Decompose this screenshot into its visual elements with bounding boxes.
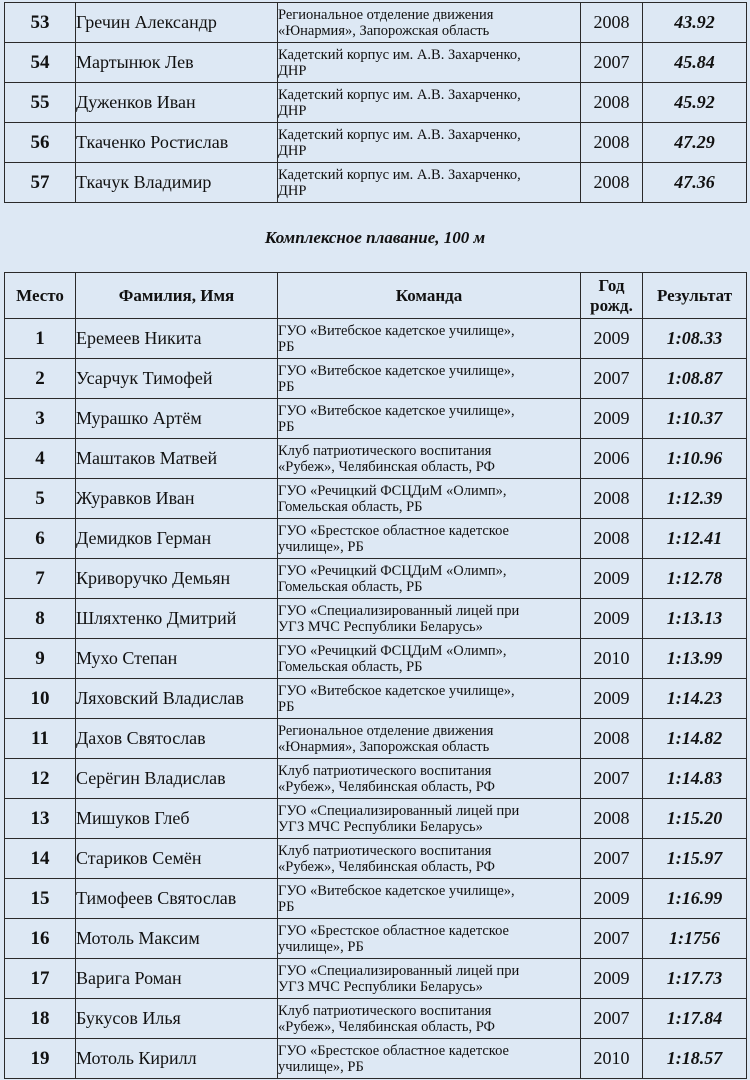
cell-team	[278, 959, 581, 999]
cell-birth-year: 2008	[581, 123, 643, 163]
results-table-previous-event	[4, 2, 747, 203]
team-line-1: Региональное отделение движения	[278, 722, 494, 739]
team-line-2: ДНР	[278, 182, 307, 199]
cell-place: 1	[5, 319, 76, 359]
cell-birth-year: 2009	[581, 319, 643, 359]
table-row	[5, 43, 747, 83]
cell-team	[278, 599, 581, 639]
table-row	[5, 559, 747, 599]
team-line-1: ГУО «Брестское областное кадетское	[278, 922, 509, 939]
table-row	[5, 399, 747, 439]
cell-birth-year: 2009	[581, 599, 643, 639]
cell-birth-year: 2008	[581, 83, 643, 123]
team-line-2: УГЗ МЧС Республики Беларусь»	[278, 618, 483, 635]
header-team: Команда	[278, 273, 581, 319]
cell-place: 16	[5, 919, 76, 959]
cell-place: 55	[5, 83, 76, 123]
cell-team	[278, 799, 581, 839]
cell-result: 1:10.37	[643, 399, 747, 439]
team-line-1: ГУО «Специализированный лицей при	[278, 602, 520, 619]
cell-team	[278, 759, 581, 799]
cell-name: Гречин Александр	[76, 3, 278, 43]
team-line-2: «Рубеж», Челябинская область, РФ	[278, 458, 496, 475]
cell-place: 5	[5, 479, 76, 519]
cell-birth-year: 2008	[581, 3, 643, 43]
team-line-1: Клуб патриотического воспитания	[278, 762, 492, 779]
cell-place: 18	[5, 999, 76, 1039]
team-line-2: РБ	[278, 698, 295, 715]
cell-name: Ткачук Владимир	[76, 163, 278, 203]
cell-result: 1:18.57	[643, 1039, 747, 1079]
table-row	[5, 83, 747, 123]
cell-team	[278, 399, 581, 439]
cell-birth-year: 2007	[581, 839, 643, 879]
team-line-1: ГУО «Витебское кадетское училище»,	[278, 682, 515, 699]
team-line-2: Гомельская область, РБ	[278, 658, 423, 675]
header-birth-year-line2: рожд.	[590, 295, 633, 315]
cell-result: 1:13.99	[643, 639, 747, 679]
table-row	[5, 759, 747, 799]
cell-birth-year: 2007	[581, 759, 643, 799]
team-line-2: ДНР	[278, 142, 307, 159]
header-birth-year-line1: Год	[598, 275, 625, 295]
team-line-2: РБ	[278, 338, 295, 355]
team-line-2: «Юнармия», Запорожская область	[278, 738, 490, 755]
cell-name: Шляхтенко Дмитрий	[76, 599, 278, 639]
cell-result: 1:10.96	[643, 439, 747, 479]
cell-birth-year: 2008	[581, 719, 643, 759]
cell-birth-year: 2007	[581, 999, 643, 1039]
cell-birth-year: 2009	[581, 679, 643, 719]
cell-name: Серёгин Владислав	[76, 759, 278, 799]
cell-result: 43.92	[643, 3, 747, 43]
cell-birth-year: 2006	[581, 439, 643, 479]
cell-result: 1:08.33	[643, 319, 747, 359]
team-line-1: Клуб патриотического воспитания	[278, 842, 492, 859]
team-line-2: Гомельская область, РБ	[278, 498, 423, 515]
cell-place: 57	[5, 163, 76, 203]
cell-name: Мурашко Артём	[76, 399, 278, 439]
cell-result: 1:15.97	[643, 839, 747, 879]
team-line-2: РБ	[278, 418, 295, 435]
cell-birth-year: 2009	[581, 559, 643, 599]
table-row	[5, 599, 747, 639]
cell-result: 1:17.73	[643, 959, 747, 999]
cell-place: 15	[5, 879, 76, 919]
cell-place: 17	[5, 959, 76, 999]
cell-birth-year: 2008	[581, 163, 643, 203]
cell-team	[278, 839, 581, 879]
team-line-1: Клуб патриотического воспитания	[278, 442, 492, 459]
table-row	[5, 679, 747, 719]
cell-birth-year: 2007	[581, 919, 643, 959]
cell-team	[278, 999, 581, 1039]
results-table-body	[5, 3, 747, 203]
cell-birth-year: 2008	[581, 519, 643, 559]
team-line-1: ГУО «Витебское кадетское училище»,	[278, 322, 515, 339]
header-place: Место	[5, 273, 76, 319]
cell-name: Мишуков Глеб	[76, 799, 278, 839]
cell-name: Мартынюк Лев	[76, 43, 278, 83]
team-line-2: УГЗ МЧС Республики Беларусь»	[278, 818, 483, 835]
cell-birth-year: 2009	[581, 879, 643, 919]
table-row	[5, 479, 747, 519]
cell-result: 1:15.20	[643, 799, 747, 839]
cell-team	[278, 519, 581, 559]
cell-result: 1:13.13	[643, 599, 747, 639]
cell-place: 14	[5, 839, 76, 879]
cell-place: 54	[5, 43, 76, 83]
cell-name: Варига Роман	[76, 959, 278, 999]
team-line-1: ГУО «Витебское кадетское училище»,	[278, 362, 515, 379]
team-line-2: ДНР	[278, 62, 307, 79]
cell-team	[278, 43, 581, 83]
team-line-1: Кадетский корпус им. А.В. Захарченко,	[278, 86, 521, 103]
cell-name: Мотоль Максим	[76, 919, 278, 959]
team-line-1: ГУО «Брестское областное кадетское	[278, 522, 509, 539]
cell-result: 1:14.23	[643, 679, 747, 719]
table-row	[5, 919, 747, 959]
team-line-1: Кадетский корпус им. А.В. Захарченко,	[278, 166, 521, 183]
team-line-2: «Юнармия», Запорожская область	[278, 22, 490, 39]
cell-name: Маштаков Матвей	[76, 439, 278, 479]
table-row	[5, 639, 747, 679]
table-row	[5, 439, 747, 479]
cell-name: Усарчук Тимофей	[76, 359, 278, 399]
team-line-2: «Рубеж», Челябинская область, РФ	[278, 778, 496, 795]
cell-place: 11	[5, 719, 76, 759]
cell-birth-year: 2010	[581, 639, 643, 679]
team-line-2: училище», РБ	[278, 1058, 364, 1075]
team-line-2: «Рубеж», Челябинская область, РФ	[278, 858, 496, 875]
team-line-2: училище», РБ	[278, 538, 364, 555]
cell-team	[278, 3, 581, 43]
team-line-1: ГУО «Речицкий ФСЦДиМ «Олимп»,	[278, 482, 507, 499]
cell-place: 3	[5, 399, 76, 439]
cell-result: 1:12.41	[643, 519, 747, 559]
cell-team	[278, 919, 581, 959]
cell-team	[278, 559, 581, 599]
cell-place: 8	[5, 599, 76, 639]
cell-result: 47.36	[643, 163, 747, 203]
cell-result: 1:12.39	[643, 479, 747, 519]
cell-result: 1:16.99	[643, 879, 747, 919]
cell-birth-year: 2008	[581, 799, 643, 839]
team-line-2: Гомельская область, РБ	[278, 578, 423, 595]
table-row	[5, 799, 747, 839]
cell-name: Тимофеев Святослав	[76, 879, 278, 919]
table-row	[5, 1039, 747, 1079]
header-result: Результат	[643, 273, 747, 319]
table-row	[5, 359, 747, 399]
team-line-1: Региональное отделение движения	[278, 6, 494, 23]
cell-place: 10	[5, 679, 76, 719]
team-line-1: Кадетский корпус им. А.В. Захарченко,	[278, 46, 521, 63]
cell-place: 9	[5, 639, 76, 679]
team-line-1: ГУО «Специализированный лицей при	[278, 802, 520, 819]
table-row	[5, 959, 747, 999]
team-line-1: ГУО «Специализированный лицей при	[278, 962, 520, 979]
header-name: Фамилия, Имя	[76, 273, 278, 319]
team-line-1: ГУО «Витебское кадетское училище»,	[278, 882, 515, 899]
cell-place: 56	[5, 123, 76, 163]
cell-result: 1:17.84	[643, 999, 747, 1039]
cell-name: Дахов Святослав	[76, 719, 278, 759]
table-row	[5, 123, 747, 163]
cell-place: 7	[5, 559, 76, 599]
cell-result: 45.84	[643, 43, 747, 83]
cell-place: 13	[5, 799, 76, 839]
cell-result: 1:14.83	[643, 759, 747, 799]
table-row	[5, 319, 747, 359]
results-table-medley-100m	[4, 272, 747, 1079]
cell-name: Мухо Степан	[76, 639, 278, 679]
cell-result: 47.29	[643, 123, 747, 163]
team-line-2: училище», РБ	[278, 938, 364, 955]
team-line-1: ГУО «Витебское кадетское училище»,	[278, 402, 515, 419]
cell-team	[278, 639, 581, 679]
cell-result: 1:12.78	[643, 559, 747, 599]
cell-place: 4	[5, 439, 76, 479]
cell-team	[278, 163, 581, 203]
cell-name: Ткаченко Ростислав	[76, 123, 278, 163]
cell-team	[278, 879, 581, 919]
cell-team	[278, 359, 581, 399]
cell-name: Еремеев Никита	[76, 319, 278, 359]
table-row	[5, 519, 747, 559]
team-line-1: Клуб патриотического воспитания	[278, 1002, 492, 1019]
cell-birth-year: 2007	[581, 43, 643, 83]
table-row	[5, 719, 747, 759]
cell-team	[278, 83, 581, 123]
cell-result: 1:08.87	[643, 359, 747, 399]
cell-team	[278, 679, 581, 719]
team-line-1: ГУО «Речицкий ФСЦДиМ «Олимп»,	[278, 642, 507, 659]
cell-birth-year: 2008	[581, 479, 643, 519]
cell-name: Букусов Илья	[76, 999, 278, 1039]
cell-birth-year: 2007	[581, 359, 643, 399]
cell-name: Демидков Герман	[76, 519, 278, 559]
cell-result: 1:1756	[643, 919, 747, 959]
section-title: Комплексное плавание, 100 м	[264, 228, 486, 247]
team-line-2: РБ	[278, 378, 295, 395]
cell-place: 6	[5, 519, 76, 559]
team-line-1: ГУО «Брестское областное кадетское	[278, 1042, 509, 1059]
cell-place: 19	[5, 1039, 76, 1079]
cell-team	[278, 1039, 581, 1079]
cell-birth-year: 2010	[581, 1039, 643, 1079]
header-birth-year	[581, 273, 643, 319]
cell-birth-year: 2009	[581, 399, 643, 439]
team-line-2: ДНР	[278, 102, 307, 119]
cell-name: Стариков Семён	[76, 839, 278, 879]
cell-result: 1:14.82	[643, 719, 747, 759]
cell-team	[278, 439, 581, 479]
cell-name: Журавков Иван	[76, 479, 278, 519]
cell-result: 45.92	[643, 83, 747, 123]
table-row	[5, 3, 747, 43]
cell-place: 53	[5, 3, 76, 43]
team-line-2: «Рубеж», Челябинская область, РФ	[278, 1018, 496, 1035]
table-header-row	[5, 273, 747, 319]
table-row	[5, 879, 747, 919]
cell-birth-year: 2009	[581, 959, 643, 999]
cell-name: Ляховский Владислав	[76, 679, 278, 719]
cell-team	[278, 319, 581, 359]
team-line-2: РБ	[278, 898, 295, 915]
team-line-2: УГЗ МЧС Республики Беларусь»	[278, 978, 483, 995]
cell-name: Дуженков Иван	[76, 83, 278, 123]
results-table-body	[5, 319, 747, 1079]
cell-place: 12	[5, 759, 76, 799]
cell-name: Криворучко Демьян	[76, 559, 278, 599]
cell-place: 2	[5, 359, 76, 399]
table-row	[5, 839, 747, 879]
team-line-1: ГУО «Речицкий ФСЦДиМ «Олимп»,	[278, 562, 507, 579]
cell-team	[278, 123, 581, 163]
team-line-1: Кадетский корпус им. А.В. Захарченко,	[278, 126, 521, 143]
cell-team	[278, 719, 581, 759]
cell-team	[278, 479, 581, 519]
table-row	[5, 163, 747, 203]
table-row	[5, 999, 747, 1039]
cell-name: Мотоль Кирилл	[76, 1039, 278, 1079]
